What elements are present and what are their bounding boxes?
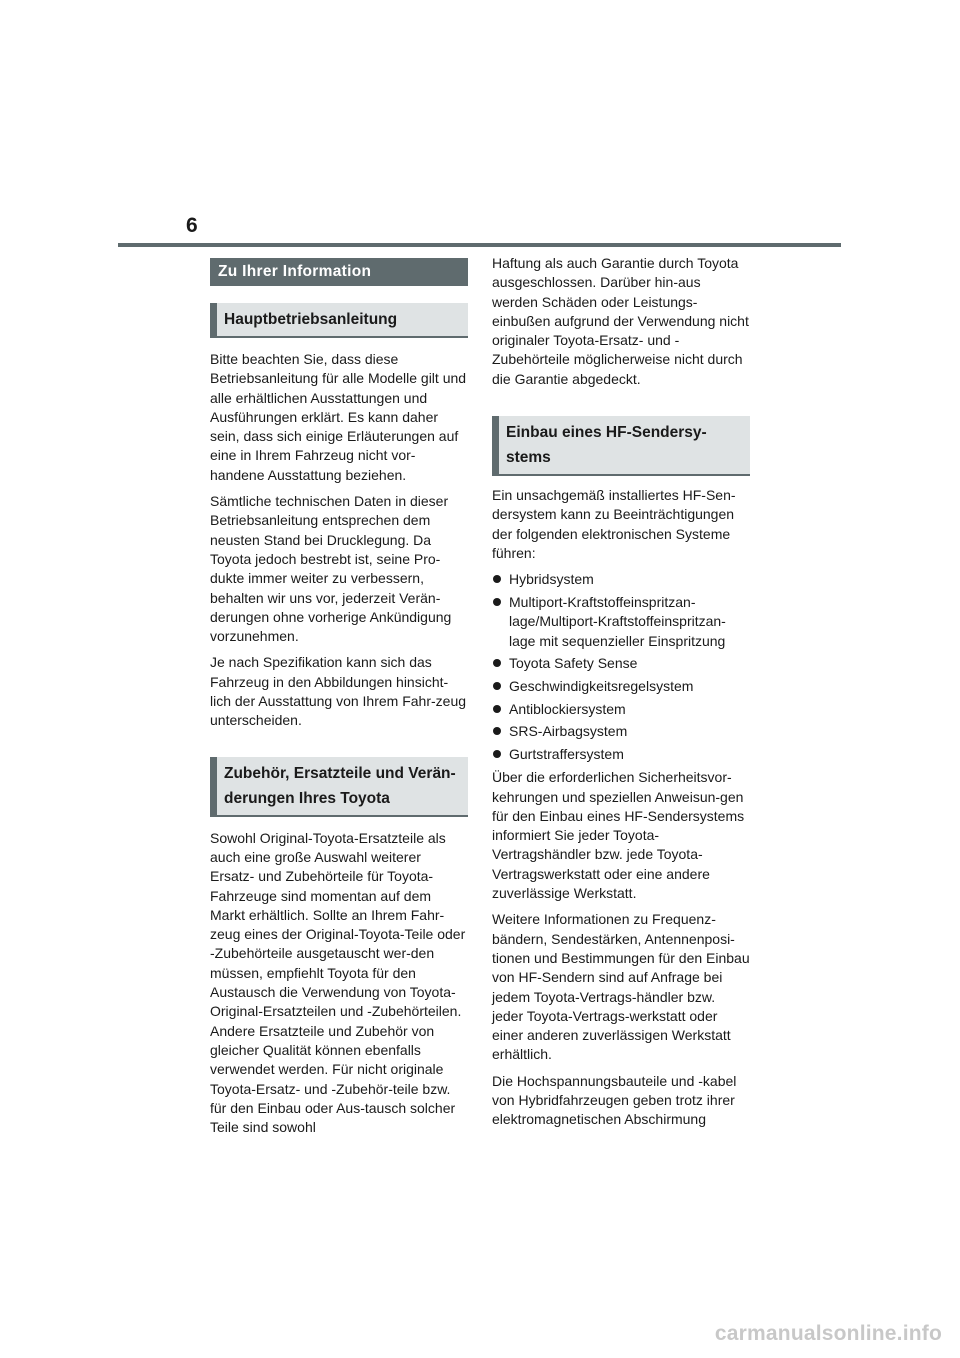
paragraph: Über die erforderlichen Sicherheitsvor-kehrungen und speziellen Anweisun-gen für den Einbau eines HF-Sendersystems informiert Sie jeder Toyota-Vertragshändler bzw. jede Toyota-Vertragswerkstatt oder eine andere zuverlässige Werkstatt. <box>492 769 745 902</box>
paragraph: Die Hochspannungsbauteile und -kabel von Hybridfahrzeugen geben trotz ihrer elektromagnetischen Abschirmung <box>492 1072 737 1128</box>
paragraph: Weitere Informationen zu Frequenz-bändern, Sendestärken, Antennenposi-tionen und Bestimmungen für den Einbau von HF-Sendern sind auf Anfrage bei jedem Toyota-Vertrags-händler bzw. jeder Toyota-Vertrags-werkstatt oder einer anderen zuverlässigen Werkstatt erhältlich. <box>492 911 750 1063</box>
list-item: Antiblockiersystem <box>492 700 750 719</box>
page-number: 6 <box>186 214 198 237</box>
header-rule <box>118 243 841 247</box>
paragraph: Bitte beachten Sie, dass diese Betriebsanleitung für alle Modelle gilt und alle erhältlichen Ausstattungen und Ausführungen erklärt. Es kann daher sein, dass sich einige Erläuterungen auf eine in Ihrem Fahrzeug nicht vor-handene Ausstattung beziehen. <box>210 351 467 483</box>
watermark: carmanualsonline.info <box>714 1322 942 1345</box>
left-column <box>210 258 468 1144</box>
section-heading-hauptbetriebsanleitung: Hauptbetriebsanleitung <box>210 303 468 338</box>
list-item: Geschwindigkeitsregelsystem <box>492 677 750 696</box>
right-column <box>492 254 750 1137</box>
systems-list <box>492 570 750 764</box>
list-item: SRS-Airbagsystem <box>492 722 750 741</box>
section-heading-hf-sendersystem: Einbau eines HF-Sendersy-stems <box>492 416 750 476</box>
list-item: Gurtstraffersystem <box>492 745 750 764</box>
list-item: Hybridsystem <box>492 570 750 589</box>
list-item: Multiport-Kraftstoffeinspritzan-lage/Multiport-Kraftstoffeinspritzan-lage mit sequenzieller Einspritzung <box>492 593 750 651</box>
paragraph: Sämtliche technischen Daten in dieser Betriebsanleitung entsprechen dem neusten Stand bei Drucklegung. Da Toyota jedoch bestrebt ist, seine Pro-dukte immer weiter zu verbessern, behalten wir uns vor, jederzeit Verän-derungen ohne vorherige Ankündigung vorzunehmen. <box>210 493 452 645</box>
list-item: Toyota Safety Sense <box>492 654 750 673</box>
paragraph: Je nach Spezifikation kann sich das Fahrzeug in den Abbildungen hinsicht-lich der Ausstattung von Ihrem Fahr-zeug unterscheiden. <box>210 654 467 729</box>
chapter-title: Zu Ihrer Information <box>210 258 468 286</box>
section-heading-zubehoer: Zubehör, Ersatzteile und Verän-derungen Ihres Toyota <box>210 757 468 817</box>
paragraph: Ein unsachgemäß installiertes HF-Sen-dersystem kann zu Beeinträchtigungen der folgenden elektronischen Systeme führen: <box>492 487 736 561</box>
paragraph: Haftung als auch Garantie durch Toyota ausgeschlossen. Darüber hin-aus werden Schäden oder Leistungs-einbußen aufgrund der Verwendung nicht originaler Toyota-Ersatz- und -Zubehörteile möglicherweise nicht durch die Garantie abgedeckt. <box>492 255 749 387</box>
paragraph: Sowohl Original-Toyota-Ersatzteile als auch eine große Auswahl weiterer Ersatz- und Zubehörteile für Toyota-Fahrzeuge sind momentan auf dem Markt erhältlich. Sollte an Ihrem Fahr-zeug eines der Original-Toyota-Teile oder -Zubehörteile ausgetauscht wer-den müssen, empfiehlt Toyota für den Austausch die Verwendung von Toyota-Original-Ersatzteilen und -Zubehörteilen. Andere Ersatzteile und Zubehör von gleicher Qualität können ebenfalls verwendet werden. Für nicht originale Toyota-Ersatz- und -Zubehör-teile bzw. für den Einbau oder Aus-tausch solcher Teile sind sowohl <box>210 829 466 1136</box>
